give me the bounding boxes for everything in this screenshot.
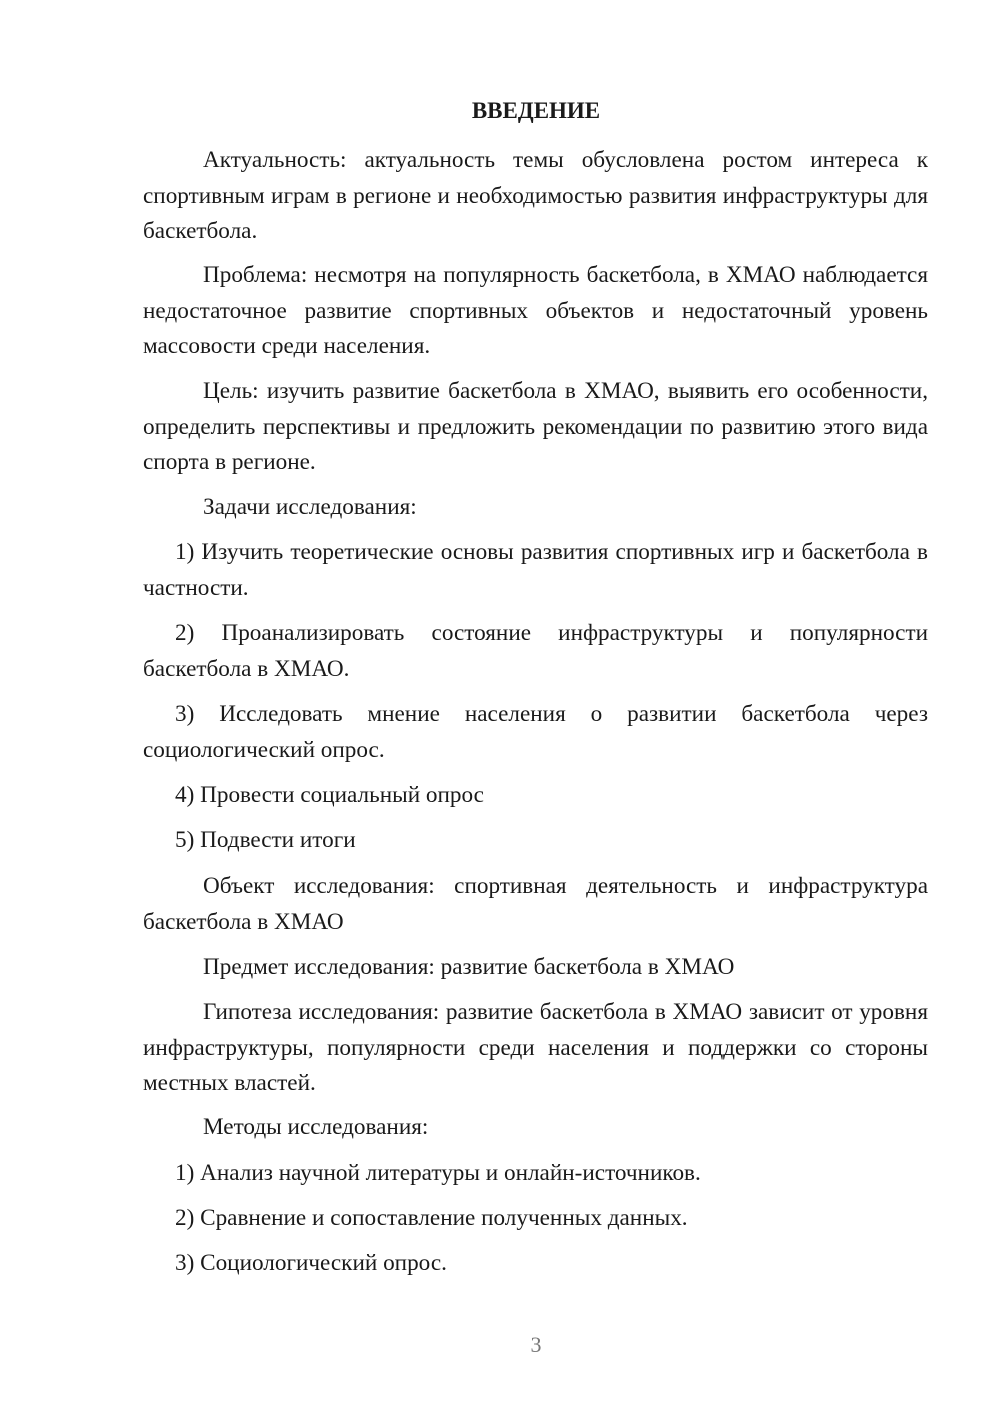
tasks-heading: Задачи исследования: [203,494,417,520]
object-paragraph: Объект исследования: спортивная деятельность и инфраструктура баскетбола в ХМАО [143,873,928,935]
task-item-2: 2) Проанализировать состояние инфраструктуры и популярности баскетбола в ХМАО. [143,620,928,682]
task-item-1: 1) Изучить теоретические основы развития спортивных игр и баскетбола в частности. [143,539,928,601]
task-item-4: 4) Провести социальный опрос [175,782,484,808]
relevance-paragraph: Актуальность: актуальность темы обусловлена ростом интереса к спортивным играм в регионе и необходимостью развития инфраструктуры для баскетбола. [143,147,928,244]
method-item-1: 1) Анализ научной литературы и онлайн-источников. [175,1160,701,1186]
problem-paragraph: Проблема: несмотря на популярность баскетбола, в ХМАО наблюдается недостаточное развитие спортивных объектов и недостаточный уровень массовости среди населения. [143,262,928,359]
page-number: 3 [530,1332,542,1357]
subject-paragraph: Предмет исследования: развитие баскетбола в ХМАО [203,954,735,980]
method-item-3: 3) Социологический опрос. [175,1250,447,1276]
method-item-2: 2) Сравнение и сопоставление полученных данных. [175,1205,688,1231]
hypothesis-paragraph: Гипотеза исследования: развитие баскетбола в ХМАО зависит от уровня инфраструктуры, популярности среди населения и поддержки со стороны местных властей. [143,999,928,1096]
task-item-3: 3) Исследовать мнение населения о развитии баскетбола через социологический опрос. [143,701,928,763]
page-title: ВВЕДЕНИЕ [471,98,601,123]
goal-paragraph: Цель: изучить развитие баскетбола в ХМАО, выявить его особенности, определить перспективы и предложить рекомендации по развитию этого вида спорта в регионе. [143,378,928,475]
methods-heading: Методы исследования: [203,1114,429,1140]
task-item-5: 5) Подвести итоги [175,827,356,853]
